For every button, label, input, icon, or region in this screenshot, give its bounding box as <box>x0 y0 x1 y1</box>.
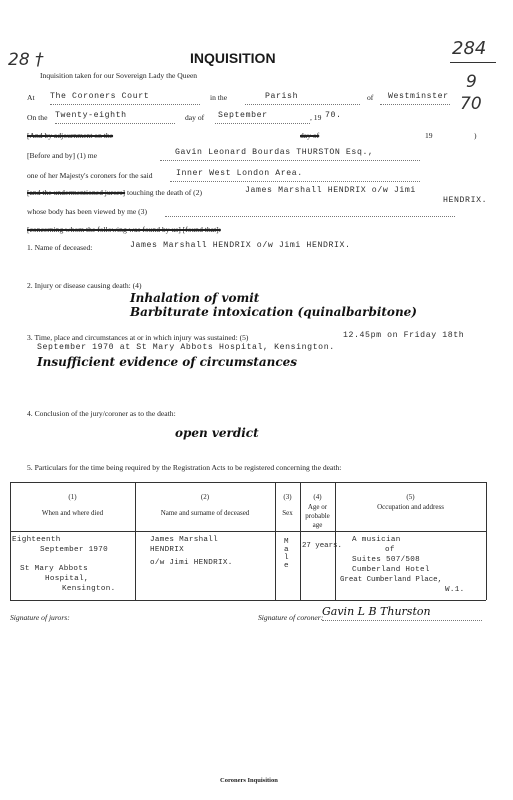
table-header-age: Age or probable age <box>305 503 330 529</box>
cell-when-line5: Kensington. <box>62 585 116 593</box>
label-of: of <box>367 93 374 102</box>
reference-right-top: 284 <box>452 38 487 59</box>
cell-occupation-line5: Great Cumberland Place, <box>340 576 443 584</box>
table-header-divider <box>10 531 486 532</box>
item4-label: 4. Conclusion of the jury/coroner as to the death: <box>27 409 176 418</box>
dotline-body-viewed <box>165 216 455 217</box>
table-header-num-3: (3) <box>283 493 292 501</box>
table-header-num-1: (1) <box>68 493 77 501</box>
table-bottom-border <box>10 600 486 601</box>
table-header-occupation: Occupation and address <box>377 503 444 511</box>
table-header-num-2: (2) <box>200 493 210 501</box>
item2-line2: Barbiturate intoxication (quinalbarbitone) <box>130 305 417 319</box>
cell-sex-m: M <box>284 538 290 546</box>
table-header-num-4: (4) <box>313 493 322 501</box>
cell-when-line2: September 1970 <box>40 546 108 554</box>
document-title: INQUISITION <box>190 50 276 66</box>
reference-right-bottom: 70 <box>460 94 482 114</box>
label-concerning: [concerning whom the following was found by us] [found that]: <box>27 225 221 234</box>
cell-occupation-line6: W.1. <box>445 586 465 594</box>
label-adjourn-end: ) <box>474 131 477 140</box>
cell-when-line4: Hospital, <box>45 575 89 583</box>
dotline-city <box>380 104 450 105</box>
cell-sex-a: a <box>284 546 290 554</box>
label-adjourn-19: 19 <box>425 131 433 140</box>
label-at: At <box>27 93 35 102</box>
item5-label: 5. Particulars for the time being required by the Registration Acts to be registered concerning the death: <box>27 463 342 472</box>
dotline-place <box>50 104 200 105</box>
item3-handwritten: Insufficient evidence of circumstances <box>37 355 298 369</box>
item2-line1: Inhalation of vomit <box>130 291 260 305</box>
item3-label: 3. Time, place and circumstances at or in which injury was sustained: (5) <box>27 333 249 342</box>
table-header-sex: Sex <box>282 509 293 517</box>
coroner-signature: Gavin L B Thurston <box>322 605 431 618</box>
label-in-the: in the <box>210 93 228 102</box>
field-area: Inner West London Area. <box>176 169 303 178</box>
field-year: 70. <box>325 111 342 120</box>
item4-verdict: open verdict <box>175 426 259 440</box>
cell-name-line1: James Marshall <box>150 536 218 544</box>
field-deceased-line2: HENDRIX. <box>443 196 488 205</box>
field-place: The Coroners Court <box>50 92 150 101</box>
item1-value: James Marshall HENDRIX o/w Jimi HENDRIX. <box>130 241 351 250</box>
cell-age: 27 years. <box>302 542 342 550</box>
item3-time: 12.45pm on Friday 18th <box>343 331 465 340</box>
field-deceased-line1: James Marshall HENDRIX o/w Jimi <box>245 186 416 195</box>
cell-name-line2: HENDRIX <box>150 546 184 554</box>
cell-occupation-line2: of <box>385 546 395 554</box>
label-body-viewed: whose body has been viewed by me (3) <box>27 207 147 216</box>
item3-line2: September 1970 at St Mary Abbots Hospital, Kensington. <box>37 343 335 352</box>
reference-left: 28 † <box>8 50 44 70</box>
label-before-by: [Before and by] (1) me <box>27 151 98 160</box>
dotline-area <box>170 181 420 182</box>
field-day: Twenty-eighth <box>55 111 127 120</box>
dotline-coroner <box>160 160 420 161</box>
reference-right-mid: 9 <box>466 72 477 92</box>
table-header-name: Name and surname of deceased <box>160 509 250 517</box>
cell-name-line3: o/w Jimi HENDRIX. <box>150 559 233 567</box>
dotline-month <box>215 123 310 124</box>
cell-sex-l: l <box>284 554 290 562</box>
field-city: Westminster <box>388 92 449 101</box>
label-year: , 19 <box>310 113 322 122</box>
label-adjourn-day-of: day of <box>300 131 320 140</box>
label-day-of: day of <box>185 113 205 122</box>
cell-occupation-line1: A musician <box>352 536 401 544</box>
label-coroner-for: one of her Majesty's coroners for the said <box>27 171 153 180</box>
field-coroner-name: Gavin Leonard Bourdas THURSTON Esq., <box>175 148 374 157</box>
table-header-when-where: When and where died <box>41 509 104 517</box>
field-month: September <box>218 111 268 120</box>
label-on-the: On the <box>27 113 48 122</box>
table-top-border <box>10 482 486 483</box>
reference-underline <box>450 62 496 63</box>
dotline-coroner-signature <box>322 620 482 621</box>
label-adjournment: [And by adjournment on the <box>27 131 114 140</box>
table-col-border-5 <box>486 482 487 600</box>
field-parish: Parish <box>265 92 299 101</box>
dotline-parish <box>245 104 360 105</box>
table-header-num-5: (5) <box>406 493 415 501</box>
cell-when-line1: Eighteenth <box>12 536 61 544</box>
coroner-signature-label: Signature of coroner: <box>258 613 324 622</box>
cell-when-line3: St Mary Abbots <box>20 565 88 573</box>
cell-occupation-line4: Cumberland Hotel <box>352 566 430 574</box>
dotline-day <box>55 123 175 124</box>
jurors-signature-label: Signature of jurors: <box>10 613 70 622</box>
item2-label: 2. Injury or disease causing death: (4) <box>27 281 142 290</box>
cell-occupation-line3: Suites 507/508 <box>352 556 420 564</box>
item1-label: 1. Name of deceased: <box>27 243 93 252</box>
footer-caption: Coroners Inquisition <box>220 777 278 784</box>
label-touching-death: [and the undermentioned jurors] touching the death of (2) <box>27 188 203 197</box>
cell-sex-e: e <box>284 562 290 570</box>
document-subtitle: Inquisition taken for our Sovereign Lady the Queen <box>40 71 198 80</box>
